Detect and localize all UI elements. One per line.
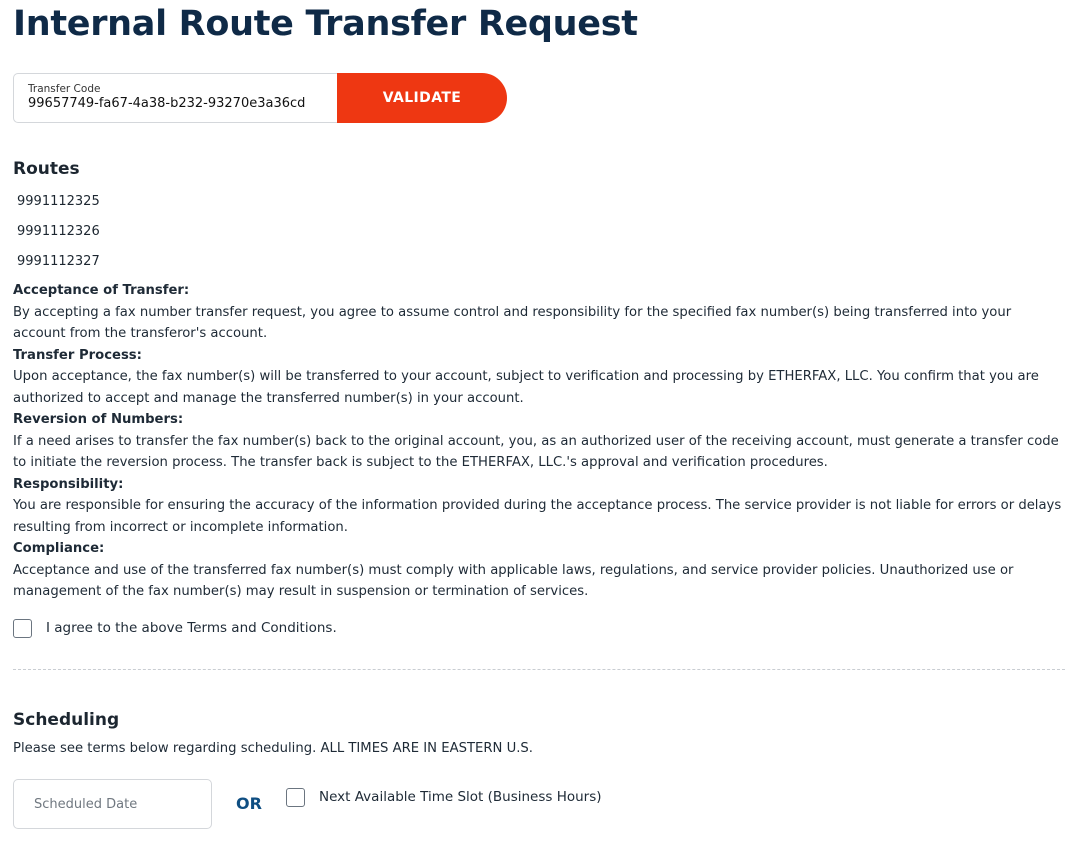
validate-button[interactable]: VALIDATE bbox=[337, 73, 507, 123]
section-divider bbox=[13, 669, 1065, 670]
page-title: Internal Route Transfer Request bbox=[13, 4, 638, 44]
terms-text-acceptance: By accepting a fax number transfer request, you agree to assume control and responsibility for the specified fax number(s) being transferred into your account from the transferor's account. bbox=[13, 304, 1012, 341]
next-available-slot-checkbox[interactable] bbox=[286, 788, 305, 807]
route-item: 9991112325 bbox=[17, 194, 100, 209]
transfer-code-label: Transfer Code bbox=[28, 83, 101, 95]
transfer-code-value[interactable]: 99657749-fa67-4a38-b232-93270e3a36cd bbox=[28, 96, 306, 111]
scheduling-heading: Scheduling bbox=[13, 710, 120, 730]
terms-heading-process: Transfer Process: bbox=[13, 347, 142, 363]
scheduled-date-input[interactable] bbox=[13, 779, 212, 829]
terms-text-responsibility: You are responsible for ensuring the accuracy of the information provided during the acceptance process. The service provider is not liable for errors or delays resulting from incorrect or incomplete information. bbox=[13, 498, 1062, 535]
transfer-code-field[interactable] bbox=[13, 73, 337, 123]
terms-heading-compliance: Compliance: bbox=[13, 541, 105, 556]
route-item: 9991112326 bbox=[17, 224, 100, 239]
next-available-slot-label[interactable]: Next Available Time Slot (Business Hours) bbox=[319, 789, 602, 805]
or-separator: OR bbox=[236, 794, 262, 813]
terms-text-process: Upon acceptance, the fax number(s) will be transferred to your account, subject to verification and processing by ETHERFAX, LLC. You confirm that you are authorized to accept and manage the transferred number(s) in your account. bbox=[13, 369, 1039, 406]
agree-terms-checkbox[interactable] bbox=[13, 619, 32, 638]
terms-heading-reversion: Reversion of Numbers: bbox=[13, 412, 184, 427]
route-item: 9991112327 bbox=[17, 254, 100, 269]
terms-and-conditions bbox=[13, 280, 1065, 603]
scheduling-note: Please see terms below regarding scheduling. ALL TIMES ARE IN EASTERN U.S. bbox=[13, 741, 533, 756]
terms-text-compliance: Acceptance and use of the transferred fax number(s) must comply with applicable laws, regulations, and service provider policies. Unauthorized use or management of the fax number(s) may result in suspension or termination of services. bbox=[13, 562, 1014, 599]
terms-text-reversion: If a need arises to transfer the fax number(s) back to the original account, you, as an authorized user of the receiving account, must generate a transfer code to initiate the reversion process. The transfer back is subject to the ETHERFAX, LLC.'s approval and verification procedures. bbox=[13, 433, 1059, 470]
agree-terms-label[interactable]: I agree to the above Terms and Conditions. bbox=[46, 620, 337, 636]
terms-heading-acceptance: Acceptance of Transfer: bbox=[13, 283, 190, 298]
routes-heading: Routes bbox=[13, 159, 80, 179]
terms-heading-responsibility: Responsibility: bbox=[13, 476, 124, 492]
